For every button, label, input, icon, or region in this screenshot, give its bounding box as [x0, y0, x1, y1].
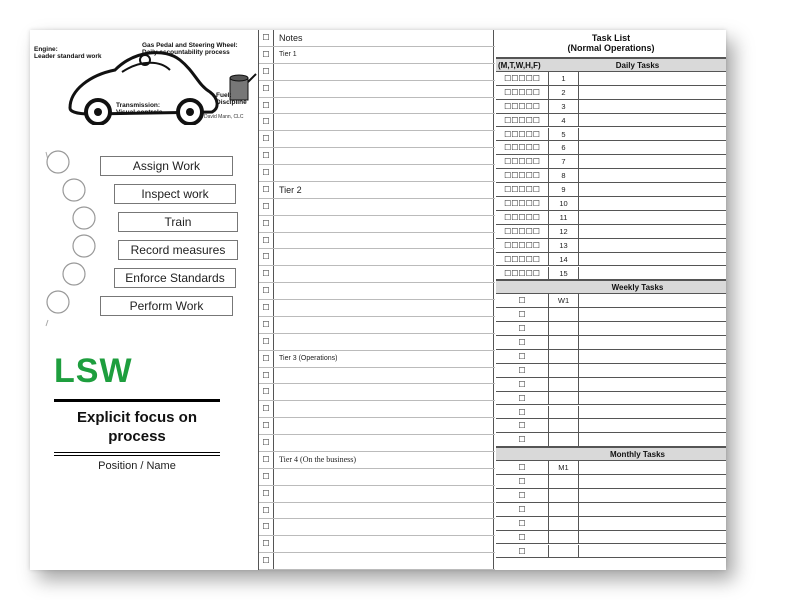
task-number: 3	[549, 100, 579, 113]
note-row[interactable]	[259, 553, 495, 570]
tier-label-2: Tier 2	[279, 184, 302, 195]
note-checkbox[interactable]: ☐	[259, 384, 274, 400]
note-checkbox[interactable]: ☐	[259, 199, 274, 215]
note-checkbox[interactable]: ☐	[259, 368, 274, 384]
monthly-tasks-header-label: Monthly Tasks	[610, 450, 665, 460]
note-row[interactable]	[259, 435, 495, 452]
step-enforce-standards: Enforce Standards	[114, 268, 236, 288]
transmission-label: Transmission: Visual controls	[116, 102, 163, 116]
task-checkboxes[interactable]: ☐	[496, 545, 549, 558]
task-list-title	[496, 30, 726, 58]
task-number	[549, 378, 579, 391]
step-record-measures: Record measures	[118, 240, 238, 260]
task-number: 4	[549, 114, 579, 127]
task-checkboxes[interactable]: ☐☐☐☐☐	[496, 253, 549, 266]
monthly-tasks-header	[496, 447, 726, 461]
task-row[interactable]	[496, 239, 726, 253]
task-row[interactable]	[496, 433, 726, 447]
note-checkbox[interactable]: ☐	[259, 47, 274, 63]
fuel-label: Fuel: Discipline	[216, 92, 247, 106]
note-checkbox[interactable]: ☐	[259, 233, 274, 249]
lsw-sheet	[30, 30, 726, 570]
task-number: 12	[549, 225, 579, 238]
step-perform-work: Perform Work	[100, 296, 233, 316]
task-row[interactable]	[496, 169, 726, 183]
task-checkboxes[interactable]: ☐☐☐☐☐	[496, 225, 549, 238]
task-number	[549, 517, 579, 530]
task-row[interactable]	[496, 517, 726, 531]
task-row[interactable]	[496, 475, 726, 489]
weekly-tasks-header	[496, 280, 726, 294]
note-checkbox[interactable]: ☐	[259, 300, 274, 316]
task-number	[549, 336, 579, 349]
task-row[interactable]	[496, 531, 726, 545]
task-number: 1	[549, 72, 579, 85]
note-row[interactable]	[259, 216, 495, 233]
task-row[interactable]	[496, 100, 726, 114]
daily-tasks-header-label: Daily Tasks	[615, 61, 660, 70]
step-assign-work: Assign Work	[100, 156, 233, 176]
daily-tasks-header	[496, 58, 726, 72]
note-checkbox[interactable]: ☐	[259, 351, 274, 367]
task-checkboxes[interactable]: ☐	[496, 392, 549, 405]
note-row[interactable]	[259, 486, 495, 503]
task-number: 15	[549, 267, 579, 280]
note-row[interactable]	[259, 114, 495, 131]
task-checkboxes[interactable]: ☐☐☐☐☐	[496, 239, 549, 252]
task-checkboxes[interactable]: ☐☐☐☐☐	[496, 72, 549, 85]
task-checkboxes[interactable]: ☐	[496, 517, 549, 530]
tier-label-4: Tier 4 (On the business)	[279, 454, 357, 464]
task-row[interactable]	[496, 86, 726, 100]
task-row[interactable]	[496, 378, 726, 392]
task-checkboxes[interactable]: ☐	[496, 364, 549, 377]
task-number	[549, 392, 579, 405]
task-row[interactable]	[496, 294, 726, 308]
note-checkbox[interactable]: ☐	[259, 452, 274, 468]
notes-header: Notes	[279, 33, 303, 43]
note-row[interactable]	[259, 503, 495, 520]
task-checkboxes[interactable]: ☐	[496, 336, 549, 349]
note-row[interactable]	[259, 64, 495, 81]
task-number	[549, 406, 579, 419]
left-panel	[30, 30, 258, 570]
day-column-header: (M,T,W,H,F)	[498, 61, 541, 70]
note-row[interactable]	[259, 283, 495, 300]
note-checkbox[interactable]: ☐	[259, 114, 274, 130]
task-number	[549, 531, 579, 544]
note-row[interactable]	[259, 266, 495, 283]
task-number	[549, 308, 579, 321]
task-number	[549, 364, 579, 377]
task-row[interactable]	[496, 406, 726, 420]
lsw-title: LSW	[54, 352, 133, 390]
note-row[interactable]	[259, 47, 495, 64]
task-number	[549, 503, 579, 516]
task-checkboxes[interactable]: ☐	[496, 378, 549, 391]
note-row[interactable]	[259, 351, 495, 368]
task-number: 7	[549, 155, 579, 168]
task-row[interactable]	[496, 155, 726, 169]
position-name-label: Position / Name	[98, 460, 176, 472]
task-checkboxes[interactable]: ☐	[496, 531, 549, 544]
note-row[interactable]	[259, 165, 495, 182]
note-checkbox[interactable]: ☐	[259, 182, 274, 198]
task-row[interactable]	[496, 322, 726, 336]
lsw-divider	[54, 399, 220, 402]
note-row[interactable]	[259, 401, 495, 418]
note-checkbox[interactable]: ☐	[259, 165, 274, 181]
note-checkbox[interactable]: ☐	[259, 266, 274, 282]
note-checkbox[interactable]: ☐	[259, 519, 274, 535]
note-row[interactable]	[259, 30, 495, 47]
task-row[interactable]	[496, 211, 726, 225]
note-checkbox[interactable]: ☐	[259, 216, 274, 232]
task-row[interactable]	[496, 419, 726, 433]
note-row[interactable]	[259, 249, 495, 266]
note-row[interactable]	[259, 384, 495, 401]
note-checkbox[interactable]: ☐	[259, 249, 274, 265]
task-number: 13	[549, 239, 579, 252]
note-checkbox[interactable]: ☐	[259, 81, 274, 97]
task-row[interactable]	[496, 128, 726, 142]
note-row[interactable]	[259, 300, 495, 317]
task-list-title-line1: Task List	[591, 33, 631, 43]
note-row[interactable]	[259, 452, 495, 469]
task-checkboxes[interactable]: ☐☐☐☐☐	[496, 141, 549, 154]
note-checkbox[interactable]: ☐	[259, 553, 274, 569]
task-checkboxes[interactable]: ☐	[496, 475, 549, 488]
note-row[interactable]	[259, 81, 495, 98]
note-row[interactable]	[259, 199, 495, 216]
task-checkboxes[interactable]: ☐☐☐☐☐	[496, 197, 549, 210]
task-checkboxes[interactable]: ☐☐☐☐☐	[496, 183, 549, 196]
note-row[interactable]	[259, 334, 495, 351]
note-checkbox[interactable]: ☐	[259, 334, 274, 350]
task-number	[549, 350, 579, 363]
note-row[interactable]	[259, 233, 495, 250]
task-number: 14	[549, 253, 579, 266]
task-checkboxes[interactable]: ☐	[496, 308, 549, 321]
task-row[interactable]	[496, 141, 726, 155]
note-checkbox[interactable]: ☐	[259, 536, 274, 552]
note-checkbox[interactable]: ☐	[259, 435, 274, 451]
task-list-panel	[496, 30, 726, 570]
car-diagram	[30, 30, 258, 125]
note-row[interactable]	[259, 368, 495, 385]
note-checkbox[interactable]: ☐	[259, 401, 274, 417]
task-checkboxes[interactable]: ☐	[496, 322, 549, 335]
chain-links-icon	[44, 148, 104, 328]
task-row[interactable]	[496, 114, 726, 128]
task-number: 6	[549, 141, 579, 154]
position-divider-bottom	[54, 455, 220, 456]
task-checkboxes[interactable]: ☐☐☐☐☐	[496, 114, 549, 127]
note-checkbox[interactable]: ☐	[259, 98, 274, 114]
task-row[interactable]	[496, 197, 726, 211]
task-row[interactable]	[496, 545, 726, 559]
task-checkboxes[interactable]: ☐	[496, 419, 549, 432]
gas-pedal-label: Gas Pedal and Steering Wheel: Daily accountability process	[142, 42, 238, 56]
task-row[interactable]	[496, 350, 726, 364]
step-train: Train	[118, 212, 238, 232]
note-row[interactable]	[259, 519, 495, 536]
note-checkbox[interactable]: ☐	[259, 148, 274, 164]
task-number	[549, 419, 579, 432]
task-number: 10	[549, 197, 579, 210]
task-row[interactable]	[496, 267, 726, 281]
task-number	[549, 322, 579, 335]
note-checkbox[interactable]: ☐	[259, 486, 274, 502]
task-row[interactable]	[496, 72, 726, 86]
task-row[interactable]	[496, 489, 726, 503]
task-checkboxes[interactable]: ☐☐☐☐☐	[496, 211, 549, 224]
task-checkboxes[interactable]: ☐	[496, 350, 549, 363]
note-row[interactable]	[259, 469, 495, 486]
note-checkbox[interactable]: ☐	[259, 283, 274, 299]
task-number	[549, 545, 579, 558]
task-number: 8	[549, 169, 579, 182]
step-inspect-work: Inspect work	[114, 184, 236, 204]
task-row[interactable]	[496, 253, 726, 267]
author-credit: David Mann, CLC	[204, 114, 244, 120]
task-number: M1	[549, 461, 579, 474]
task-row[interactable]	[496, 392, 726, 406]
task-number: 5	[549, 128, 579, 141]
task-row[interactable]	[496, 364, 726, 378]
note-row[interactable]	[259, 182, 495, 199]
focus-text: Explicit focus on process	[76, 409, 197, 445]
note-checkbox[interactable]: ☐	[259, 131, 274, 147]
note-checkbox[interactable]: ☐	[259, 418, 274, 434]
notes-panel	[258, 30, 494, 570]
task-checkboxes[interactable]: ☐☐☐☐☐	[496, 169, 549, 182]
note-row[interactable]	[259, 317, 495, 334]
task-number: W1	[549, 294, 579, 307]
note-checkbox[interactable]: ☐	[259, 469, 274, 485]
task-list-title-line2: (Normal Operations)	[567, 43, 655, 53]
task-checkboxes[interactable]: ☐☐☐☐☐	[496, 128, 549, 141]
note-checkbox[interactable]: ☐	[259, 503, 274, 519]
tier-label-3: Tier 3 (Operations)	[279, 354, 338, 362]
note-checkbox[interactable]: ☐	[259, 30, 274, 46]
task-row[interactable]	[496, 503, 726, 517]
task-checkboxes[interactable]: ☐☐☐☐☐	[496, 267, 549, 280]
task-checkboxes[interactable]: ☐	[496, 503, 549, 516]
task-row[interactable]	[496, 225, 726, 239]
task-checkboxes[interactable]: ☐☐☐☐☐	[496, 86, 549, 99]
note-row[interactable]	[259, 536, 495, 553]
note-row[interactable]	[259, 131, 495, 148]
task-checkboxes[interactable]: ☐	[496, 433, 549, 446]
task-number	[549, 475, 579, 488]
task-row[interactable]	[496, 461, 726, 475]
tier-label-1: Tier 1	[279, 50, 297, 58]
task-number	[549, 433, 579, 446]
position-divider-top	[54, 452, 220, 453]
task-row[interactable]	[496, 183, 726, 197]
task-checkboxes[interactable]: ☐☐☐☐☐	[496, 100, 549, 113]
note-row[interactable]	[259, 418, 495, 435]
task-number: 2	[549, 86, 579, 99]
task-row[interactable]	[496, 308, 726, 322]
task-checkboxes[interactable]: ☐	[496, 294, 549, 307]
note-row[interactable]	[259, 148, 495, 165]
task-checkboxes[interactable]: ☐	[496, 489, 549, 502]
note-checkbox[interactable]: ☐	[259, 317, 274, 333]
note-checkbox[interactable]: ☐	[259, 64, 274, 80]
note-row[interactable]	[259, 98, 495, 115]
engine-label: Engine: Leader standard work	[34, 46, 102, 60]
task-checkboxes[interactable]: ☐	[496, 461, 549, 474]
task-number	[549, 489, 579, 502]
task-checkboxes[interactable]: ☐☐☐☐☐	[496, 155, 549, 168]
task-row[interactable]	[496, 336, 726, 350]
weekly-tasks-header-label: Weekly Tasks	[611, 283, 664, 293]
task-checkboxes[interactable]: ☐	[496, 406, 549, 419]
task-number: 11	[549, 211, 579, 224]
task-number: 9	[549, 183, 579, 196]
